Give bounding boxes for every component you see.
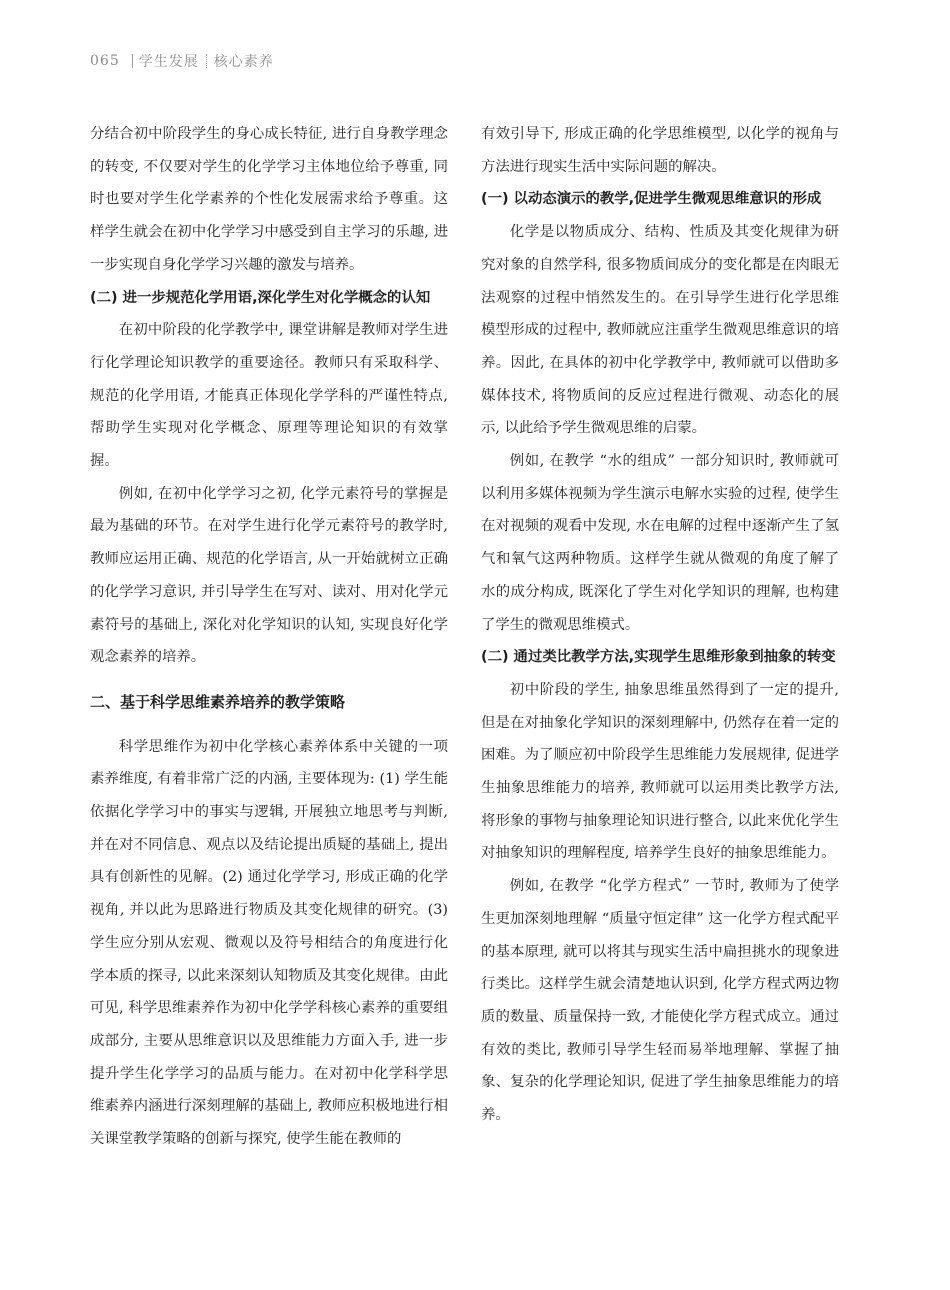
left-column bbox=[90, 118, 448, 1156]
paragraph: 例如, 在初中化学学习之初, 化学元素符号的掌握是最为基础的环节。在对学生进行化学元素符号的教学时, 教师应运用正确、规范的化学语言, 从一开始就树立正确的化学学习意识, 并引导学生在写对、读对、用对化学元素符号的基础上, 深化对化学知识的认知, 实现良好化学观念素养的培养。 bbox=[90, 485, 448, 666]
header-subsection: 核心素养 bbox=[213, 54, 274, 70]
running-header bbox=[90, 50, 274, 72]
header-divider bbox=[132, 54, 133, 68]
paragraph-continued: 有效引导下, 形成正确的化学思维模型, 以化学的视角与方法进行现实生活中实际问题的解决。 bbox=[481, 126, 839, 175]
subsection-heading-2: (二) 进一步规范化学用语,深化学生对化学概念的认知 bbox=[90, 289, 431, 306]
paragraph: 初中阶段的学生, 抽象思维虽然得到了一定的提升, 但是在对抽象化学知识的深刻理解中, 仍然存在着一定的困难。为了顺应初中阶段学生思维能力发展规律, 促进学生抽象思维能力的培养, 教师就可以运用类比教学方法, 将形象的事物与抽象理论知识进行整合, 以此来优化学生对抽象知识的理解程度, 培养学生良好的抽象思维能力。 bbox=[481, 681, 839, 862]
right-column bbox=[481, 118, 839, 1132]
paragraph-continued: 分结合初中阶段学生的身心成长特征, 进行自身教学理念的转变, 不仅要对学生的化学学习主体地位给予尊重, 同时也要对学生化学素养的个性化发展需求给予尊重。这样学生就会在初中化学学习中感受到自主学习的乐趣, 进一步实现自身化学学习兴趣的激发与培养。 bbox=[90, 126, 448, 273]
subsection-heading-2: (二) 通过类比教学方法,实现学生思维形象到抽象的转变 bbox=[481, 649, 836, 666]
paragraph: 在初中阶段的化学教学中, 课堂讲解是教师对学生进行化学理论知识教学的重要途径。教师只有采取科学、规范的化学用语, 才能真正体现化学学科的严谨性特点, 帮助学生实现对化学概念、原理等理论知识的有效掌握。 bbox=[90, 322, 448, 470]
paragraph: 例如, 在教学 “水的组成” 一部分知识时, 教师就可以利用多媒体视频为学生演示电解水实验的过程, 使学生在对视频的观看中发现, 水在电解的过程中逐渐产生了氢气和氧气这两种物质。这样学生就从微观的角度了解了水的成分构成, 既深化了学生对化学知识的理解, 也构建了学生的微观思维模式。 bbox=[481, 453, 839, 633]
header-dotted-divider bbox=[206, 54, 207, 68]
section-title: 二、基于科学思维素养培养的教学策略 bbox=[90, 692, 346, 711]
paragraph: 科学思维作为初中化学核心素养体系中关键的一项素养维度, 有着非常广泛的内涵, 主要体现为: (1) 学生能依据化学学习中的事实与逻辑, 开展独立地思考与判断, 并在对不同信息、观点以及结论提出质疑的基础上, 提出具有创新性的见解。(2) 通过化学学习, 形成正确的化学视角, 并以此为思路进行物质及其变化规律的研究。(3) 学生应分别从宏观、微观以及符号相结合的角度进行化学本质的探寻, 以此来深刻认知物质及其变化规律。由此可见, 科学思维素养作为初中化学学科核心素养的重要组成部分, 主要从思维意识以及思维能力方面入手, 进一步提升学生化学学习的品质与能力。在对初中化学科学思维素养内涵进行深刻理解的基础上, 教师应积极地进行相关课堂教学策略的创新与探究, 使学生能在教师的 bbox=[90, 738, 448, 1148]
subsection-heading-1: (一) 以动态演示的教学,促进学生微观思维意识的形成 bbox=[481, 191, 822, 208]
page-number: 065 bbox=[90, 53, 120, 69]
paragraph: 化学是以物质成分、结构、性质及其变化规律为研究对象的自然学科, 很多物质间成分的变化都是在肉眼无法观察的过程中悄然发生的。在引导学生进行化学思维模型形成的过程中, 教师就应注重学生微观思维意识的培养。因此, 在具体的初中化学教学中, 教师就可以借助多媒体技术, 将物质间的反应过程进行微观、动态化的展示, 以此给予学生微观思维的启蒙。 bbox=[481, 224, 839, 437]
paragraph: 例如, 在教学 “化学方程式” 一节时, 教师为了使学生更加深刻地理解 “质量守恒定律” 这一化学方程式配平的基本原理, 就可以将其与现实生活中扁担挑水的现象进行类比。这样学生就会清楚地认识到, 化学方程式两边物质的数量、质量保持一致, 才能使化学方程式成立。通过有效的类比, 教师引导学生轻而易举地理解、掌握了抽象、复杂的化学理论知识, 促进了学生抽象思维能力的培养。 bbox=[481, 878, 839, 1124]
header-section: 学生发展 bbox=[138, 54, 199, 70]
